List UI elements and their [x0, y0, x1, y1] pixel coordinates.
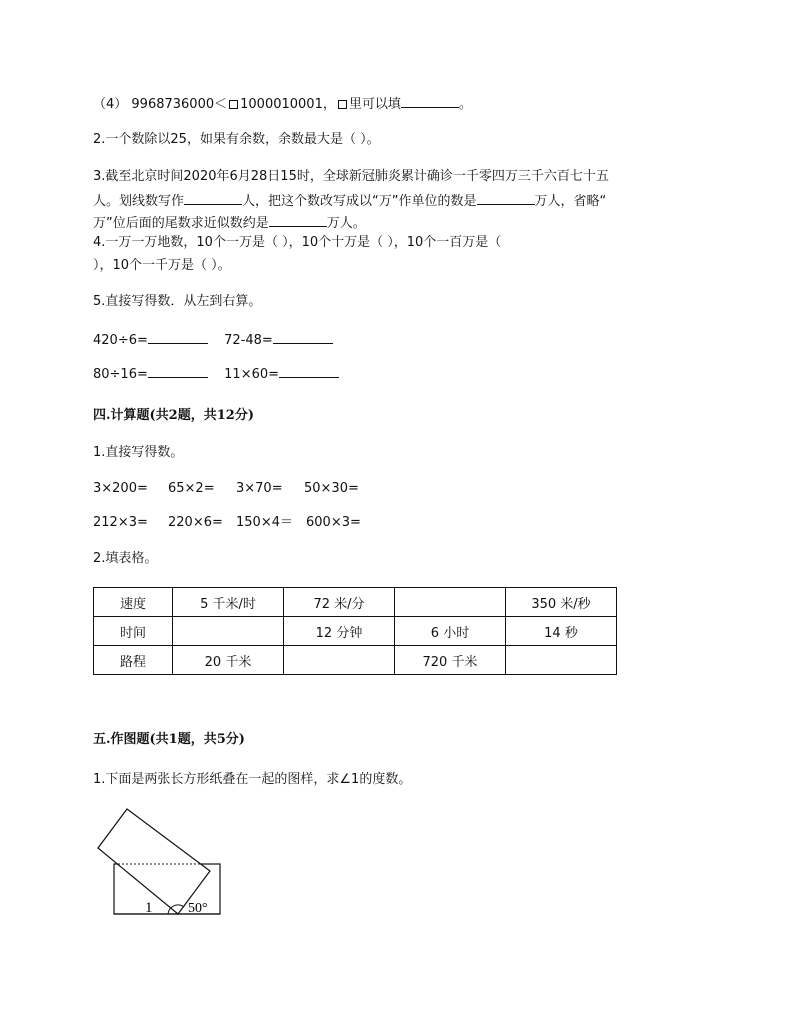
section5-q1: 1.下面是两张长方形纸叠在一起的图样，求∠1的度数。 — [93, 772, 412, 787]
q3-line3-a: 万”位后面的尾数求近似数约是 — [93, 216, 269, 231]
table-cell[interactable] — [284, 646, 395, 675]
answer-blank[interactable] — [184, 190, 242, 205]
calc-item: 3×70= — [236, 481, 283, 496]
table-cell: 720 千米 — [395, 646, 506, 675]
calc-row-2 — [93, 514, 361, 532]
calc-item: 50×30= — [304, 481, 359, 496]
answer-blank[interactable] — [148, 329, 208, 344]
answer-blank[interactable] — [279, 363, 339, 378]
calc-item: 212×3= — [93, 515, 148, 530]
overlapping-rectangles-figure — [90, 808, 230, 918]
q5-row1 — [93, 329, 333, 350]
table-cell: 路程 — [94, 646, 173, 675]
table-cell: 时间 — [94, 617, 173, 646]
table-cell: 350 米/秒 — [506, 588, 617, 617]
table-cell: 速度 — [94, 588, 173, 617]
answer-blank[interactable] — [477, 190, 535, 205]
table-cell: 12 分钟 — [284, 617, 395, 646]
q4-end: 。 — [458, 97, 472, 112]
q2-text: 2.一个数除以25，如果有余数，余数最大是（ ）。 — [93, 132, 380, 147]
q4b-line1: 4.一万一万地数，10个一万是（ ），10个十万是（ ），10个一百万是（ — [93, 235, 502, 250]
tilted-rectangle — [98, 809, 210, 914]
answer-blank[interactable] — [273, 329, 333, 344]
speed-time-distance-table — [93, 587, 617, 675]
angle-50-label: 50° — [188, 901, 208, 916]
table-cell: 20 千米 — [173, 646, 284, 675]
q5-row2 — [93, 363, 339, 384]
table-cell[interactable] — [173, 617, 284, 646]
q3-line3-b: 万人。 — [326, 216, 366, 231]
table-cell: 6 小时 — [395, 617, 506, 646]
q4-mid: 1000010001， — [240, 97, 336, 112]
q5-item: 420÷6= — [93, 333, 148, 348]
answer-blank[interactable] — [148, 363, 208, 378]
table-cell[interactable] — [506, 646, 617, 675]
q5-title: 5.直接写得数．从左到右算。 — [93, 294, 262, 309]
q3-line2-c: 万人，省略“ — [534, 194, 607, 209]
calc-item: 3×200= — [93, 481, 148, 496]
placeholder-box-icon — [338, 100, 347, 109]
q4b-line2: ），10个一千万是（ ）。 — [93, 258, 231, 273]
q3-line2-a: 人。划线数写作 — [93, 194, 185, 209]
calc-row-1 — [93, 480, 359, 498]
q3-line1: 3.截至北京时间2020年6月28日15时，全球新冠肺炎累计确诊一千零四万三千六百七十五 — [93, 169, 609, 184]
q4-suffix: 里可以填 — [348, 97, 401, 112]
table-cell: 14 秒 — [506, 617, 617, 646]
table-row — [94, 588, 617, 617]
calc-item: 65×2= — [168, 481, 215, 496]
answer-blank[interactable] — [269, 212, 327, 227]
q3-line2-b: 人，把这个数改写成以“万”作单位的数是 — [242, 194, 477, 209]
q5-item: 11×60= — [224, 367, 280, 382]
calc-item: 150×4＝ — [236, 515, 293, 530]
answer-blank[interactable] — [401, 93, 459, 108]
angle-1-label: 1 — [145, 900, 153, 916]
calc-item: 600×3= — [306, 515, 361, 530]
q4-line — [93, 93, 472, 114]
section4-q1-title: 1.直接写得数。 — [93, 445, 184, 460]
table-cell[interactable] — [395, 588, 506, 617]
q3-line3 — [93, 212, 366, 233]
section4-q2-title: 2.填表格。 — [93, 551, 158, 566]
section4-title: 四.计算题(共2题，共12分) — [93, 408, 254, 423]
q5-item: 72-48= — [224, 333, 273, 348]
q4-prefix: （4） 9968736000＜ — [93, 97, 228, 112]
section5-title: 五.作图题(共1题，共5分) — [93, 732, 245, 747]
q5-item: 80÷16= — [93, 367, 148, 382]
placeholder-box-icon — [229, 100, 238, 109]
table-row — [94, 646, 617, 675]
calc-item: 220×6= — [168, 515, 223, 530]
q3-line2 — [93, 190, 606, 211]
table-cell: 5 千米/时 — [173, 588, 284, 617]
table-row — [94, 617, 617, 646]
table-cell: 72 米/分 — [284, 588, 395, 617]
